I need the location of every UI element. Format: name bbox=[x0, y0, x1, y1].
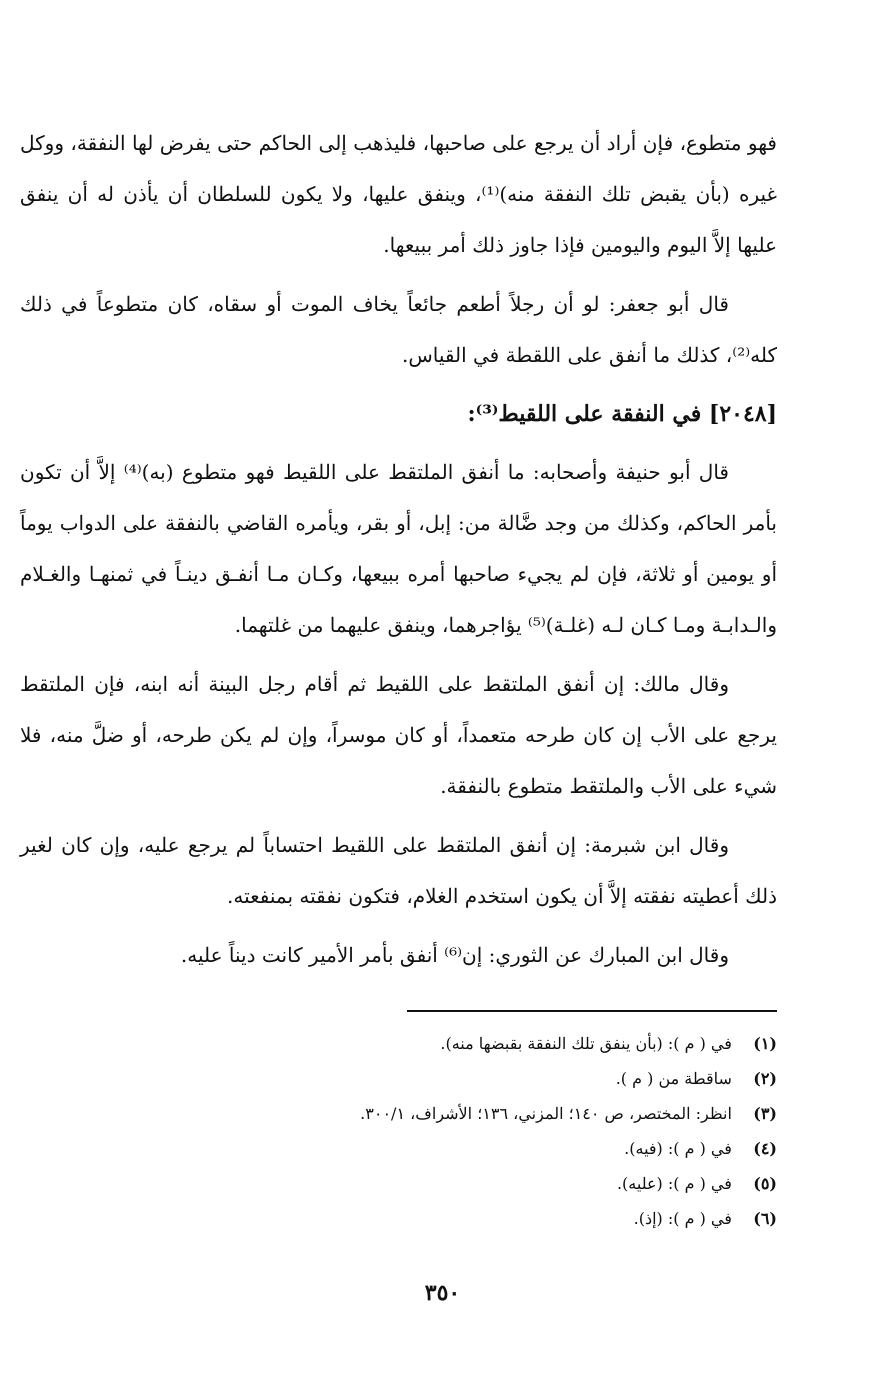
footnote-number: (٥) bbox=[753, 1174, 777, 1193]
footnote-number: (٦) bbox=[753, 1209, 777, 1228]
footnote-number: (٤) bbox=[753, 1139, 777, 1158]
footnote-item bbox=[377, 1131, 777, 1166]
footnote-text: ساقطة من ( م ). bbox=[615, 1069, 732, 1088]
footnote-number: (١) bbox=[753, 1034, 777, 1053]
paragraph-malik: وقال مالك: إن أنفق الملتقط على اللقيط ثم أقام رجل البينة أنه ابنه، فإن الملتقط يرجع على الأب إن كان طرحه متعمداً، أو كان موسراً، وإن لم يكن طرحه، أو ضلَّ منه، فلا شيء على الأب والملتقط متطوع بالنفقة. bbox=[20, 672, 777, 798]
footnote-item bbox=[377, 1061, 777, 1096]
footnotes bbox=[360, 1010, 777, 1236]
footnote-item bbox=[360, 1096, 777, 1131]
footnote-item bbox=[377, 1166, 777, 1201]
paragraph-ibn-al-mubarak: وقال ابن المبارك عن الثوري: إن⁽⁶⁾ أنفق بأمر الأمير كانت ديناً عليه. bbox=[180, 943, 729, 967]
footnote-text: في ( م ): (فيه). bbox=[624, 1139, 732, 1158]
paragraph-continuation: فهو متطوع، فإن أراد أن يرجع على صاحبها، فليذهب إلى الحاكم حتى يفرض لها النفقة، ووكل غيره (بأن يقبض تلك النفقة منه)⁽¹⁾، وينفق عليها، ولا يكون للسلطان أن يأذن له أن ينفق عليها إلاَّ اليوم واليومين فإذا جاوز ذلك أمر ببيعها. bbox=[20, 131, 777, 257]
section-heading: [٢٠٤٨] في النفقة على اللقيط⁽³⁾: bbox=[467, 401, 777, 427]
footnote-text: في ( م ): (إذ). bbox=[633, 1209, 732, 1228]
page-number: ٣٥٠ bbox=[424, 1280, 461, 1306]
paragraph-abu-hanifa: قال أبو حنيفة وأصحابه: ما أنفق الملتقط على اللقيط فهو متطوع (به)⁽⁴⁾ إلاَّ أن تكون بأمر الحاكم، وكذلك من وجد ضَّالة من: إبل، أو بقر، ويأمره القاضي بالنفقة على الدواب يوماً أو يومين أو ثلاثة، فإن لم يجيء صاحبها أمره ببيعها، وكـان مـا أنفـق دينـاً في ثمنهـا والغـلام والـدابـة ومـا كـان لـه (غلـة)⁽⁵⁾ يؤاجرهما، وينفق عليهما من غلتهما. bbox=[20, 460, 777, 637]
paragraph-ibn-shubruma: وقال ابن شبرمة: إن أنفق الملتقط على اللقيط احتساباً لم يرجع عليه، وإن كان لغير ذلك أعطيته نفقته إلاَّ أن يكون استخدم الغلام، فتكون نفقته بمنفعته. bbox=[20, 833, 777, 908]
paragraph-abu-jafar: قال أبو جعفر: لو أن رجلاً أطعم جائعاً يخاف الموت أو سقاه، كان متطوعاً في ذلك كله⁽²⁾، كذلك ما أنفق على اللقطة في القياس. bbox=[20, 292, 777, 367]
footnote-number: (٢) bbox=[753, 1069, 777, 1088]
footnote-item bbox=[377, 1201, 777, 1236]
footnote-text: في ( م ): (عليه). bbox=[616, 1174, 732, 1193]
footnote-text: في ( م ): (بأن ينفق تلك النفقة بقبضها منه). bbox=[440, 1034, 732, 1053]
footnote-number: (٣) bbox=[753, 1104, 777, 1123]
footnote-text: انظر: المختصر، ص ١٤٠؛ المزني، ١٣٦؛ الأشراف، ٣٠٠/١. bbox=[360, 1104, 732, 1123]
footnote-item bbox=[377, 1026, 777, 1061]
footnote-divider bbox=[407, 1010, 777, 1012]
